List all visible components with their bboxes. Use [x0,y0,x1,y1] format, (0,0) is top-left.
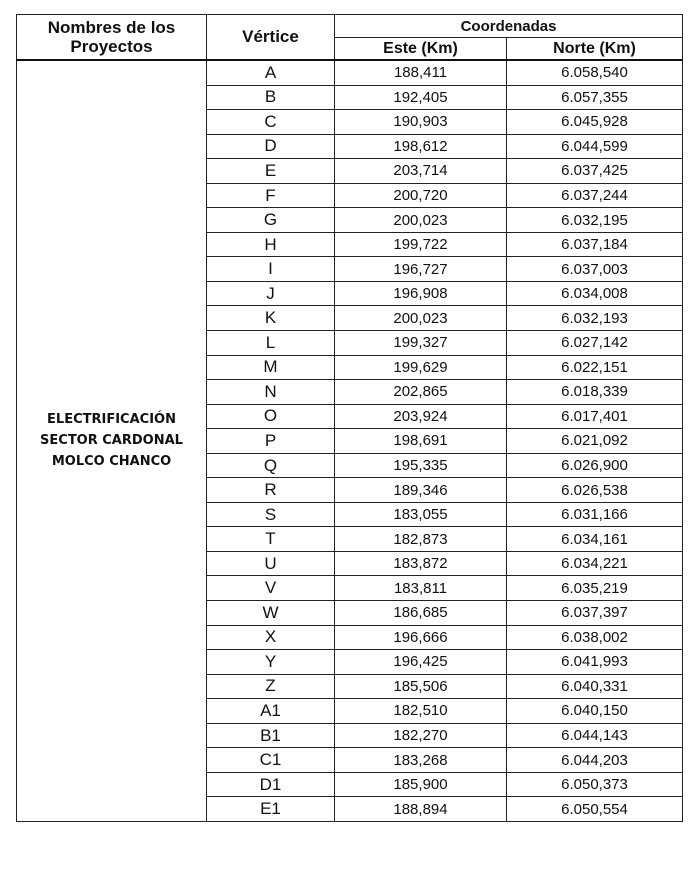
vertex-cell: A1 [207,699,335,724]
vertex-cell: N [207,380,335,405]
east-cell: 185,506 [335,674,507,699]
east-cell: 195,335 [335,453,507,478]
project-name-line2: SECTOR CARDONAL [40,433,183,449]
vertex-cell: U [207,551,335,576]
vertex-cell: W [207,601,335,626]
north-cell: 6.026,538 [507,478,683,503]
header-vertex: Vértice [207,15,335,61]
east-cell: 186,685 [335,601,507,626]
north-cell: 6.032,195 [507,208,683,233]
east-cell: 188,894 [335,797,507,822]
east-cell: 199,327 [335,331,507,356]
east-cell: 196,666 [335,625,507,650]
north-cell: 6.021,092 [507,429,683,454]
east-cell: 202,865 [335,380,507,405]
east-cell: 183,268 [335,748,507,773]
east-cell: 183,872 [335,551,507,576]
east-cell: 182,873 [335,527,507,552]
vertex-cell: M [207,355,335,380]
north-cell: 6.034,161 [507,527,683,552]
vertex-cell: S [207,502,335,527]
east-cell: 189,346 [335,478,507,503]
east-cell: 200,023 [335,208,507,233]
east-cell: 185,900 [335,772,507,797]
table-header [17,15,683,61]
north-cell: 6.045,928 [507,110,683,135]
project-name-line1: ELECTRIFICACIÓN [47,412,176,428]
vertex-cell: P [207,429,335,454]
north-cell: 6.058,540 [507,60,683,85]
north-cell: 6.031,166 [507,502,683,527]
north-cell: 6.038,002 [507,625,683,650]
project-name-line3: MOLCO CHANCO [51,454,172,470]
north-cell: 6.037,397 [507,601,683,626]
document-page [16,14,683,822]
vertex-cell: B [207,85,335,110]
north-cell: 6.057,355 [507,85,683,110]
north-cell: 6.050,554 [507,797,683,822]
vertex-cell: H [207,232,335,257]
vertex-cell: Q [207,453,335,478]
north-cell: 6.040,331 [507,674,683,699]
north-cell: 6.040,150 [507,699,683,724]
east-cell: 182,510 [335,699,507,724]
north-cell: 6.044,203 [507,748,683,773]
vertex-cell: D [207,134,335,159]
header-coordinates: Coordenadas [335,15,683,38]
vertex-cell: Y [207,650,335,675]
east-cell: 196,425 [335,650,507,675]
east-cell: 200,720 [335,183,507,208]
east-cell: 200,023 [335,306,507,331]
east-cell: 198,612 [335,134,507,159]
vertex-cell: J [207,281,335,306]
vertex-cell: C [207,110,335,135]
vertex-cell: G [207,208,335,233]
north-cell: 6.037,003 [507,257,683,282]
north-cell: 6.044,599 [507,134,683,159]
east-cell: 203,714 [335,159,507,184]
east-cell: 198,691 [335,429,507,454]
north-cell: 6.050,373 [507,772,683,797]
east-cell: 188,411 [335,60,507,85]
vertex-cell: K [207,306,335,331]
vertex-cell: O [207,404,335,429]
north-cell: 6.037,244 [507,183,683,208]
east-cell: 192,405 [335,85,507,110]
north-cell: 6.044,143 [507,723,683,748]
north-cell: 6.018,339 [507,380,683,405]
east-cell: 196,727 [335,257,507,282]
north-cell: 6.034,221 [507,551,683,576]
north-cell: 6.037,184 [507,232,683,257]
vertex-cell: T [207,527,335,552]
north-cell: 6.034,008 [507,281,683,306]
north-cell: 6.035,219 [507,576,683,601]
east-cell: 196,908 [335,281,507,306]
north-cell: 6.041,993 [507,650,683,675]
east-cell: 183,811 [335,576,507,601]
vertex-cell: E [207,159,335,184]
east-cell: 203,924 [335,404,507,429]
north-cell: 6.032,193 [507,306,683,331]
north-cell: 6.037,425 [507,159,683,184]
vertex-cell: R [207,478,335,503]
east-cell: 183,055 [335,502,507,527]
vertex-cell: Z [207,674,335,699]
project-name-cell [17,60,207,821]
vertex-cell: B1 [207,723,335,748]
vertex-cell: L [207,331,335,356]
vertex-cell: I [207,257,335,282]
vertex-cell: D1 [207,772,335,797]
vertex-cell: E1 [207,797,335,822]
north-cell: 6.027,142 [507,331,683,356]
header-north: Norte (Km) [507,38,683,61]
north-cell: 6.022,151 [507,355,683,380]
north-cell: 6.017,401 [507,404,683,429]
table-row [17,60,683,85]
table-body [17,60,683,821]
vertex-cell: C1 [207,748,335,773]
east-cell: 199,629 [335,355,507,380]
vertex-cell: F [207,183,335,208]
east-cell: 199,722 [335,232,507,257]
north-cell: 6.026,900 [507,453,683,478]
vertex-cell: V [207,576,335,601]
east-cell: 182,270 [335,723,507,748]
header-project-names: Nombres de los Proyectos [17,15,207,61]
coordinates-table [16,14,683,822]
header-east: Este (Km) [335,38,507,61]
east-cell: 190,903 [335,110,507,135]
vertex-cell: X [207,625,335,650]
vertex-cell: A [207,60,335,85]
